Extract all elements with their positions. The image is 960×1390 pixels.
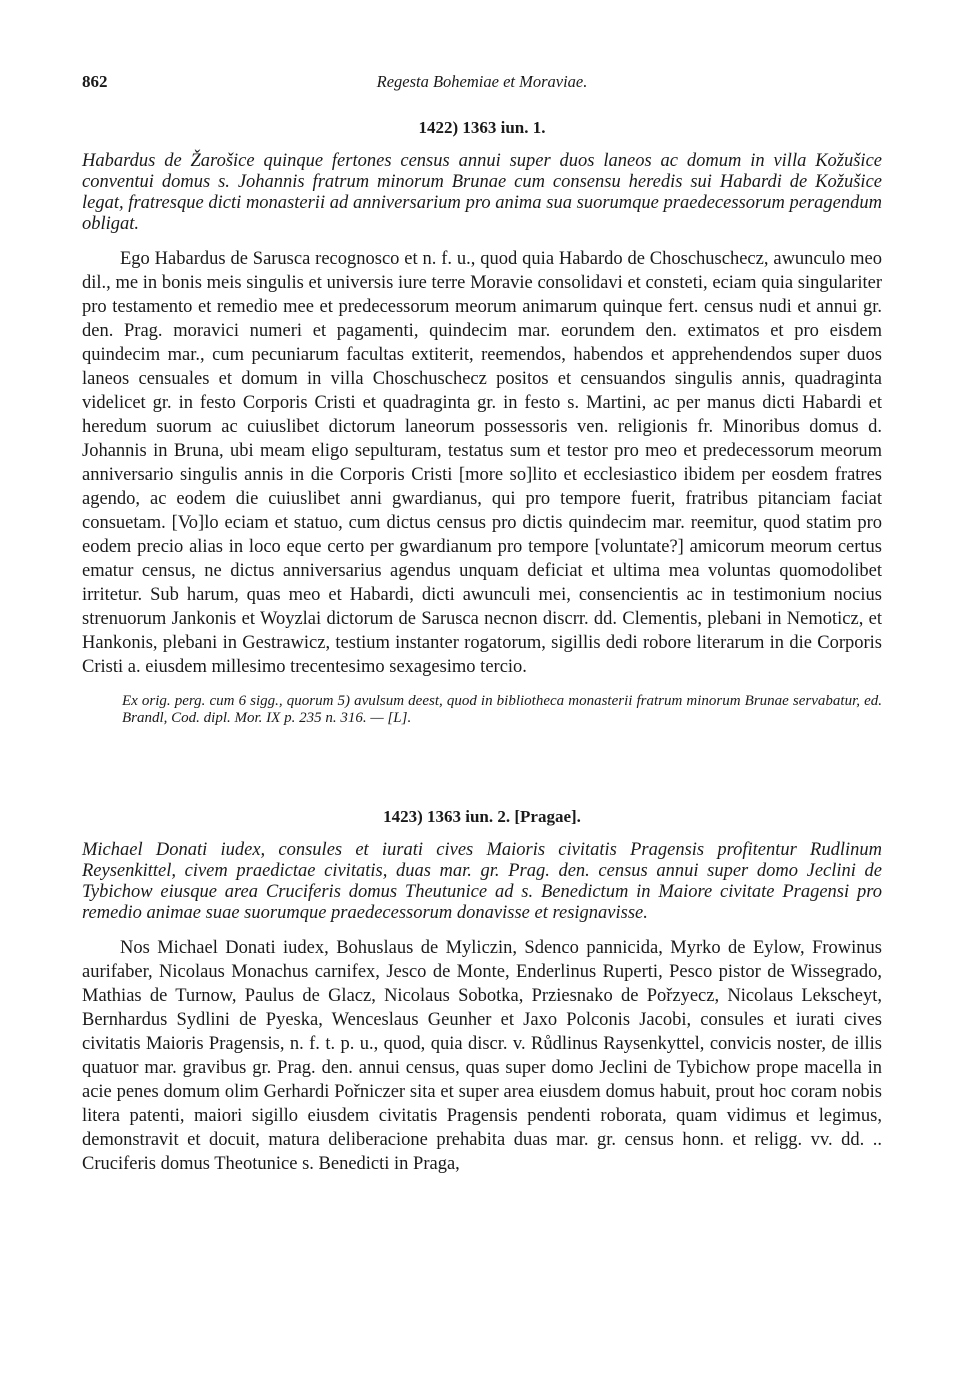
entry-regest: Michael Donati iudex, consules et iurati cives Maioris civitatis Pragensis profitentur Rudlinum Reysenkittel, civem praedictae civitatis, duas mar. gr. Prag. den. census annui super domo Jeclini de Tybichow eiusque area Cruciferis domus Theutunice ad s. Benedictum in Maiore civitate Pragensi pro remedio animae suae suorumque praedecessorum donavisse et resignavisse.	[82, 840, 882, 923]
entry-1422	[82, 118, 882, 727]
page-number: 862	[82, 72, 108, 91]
entry-text: Ego Habardus de Sarusca recognosco et n. f. u., quod quia Habardo de Choschuschecz, awunculo meo dil., me in bonis meis singulis et universis iure terre Moravie consolidavi et consteti, eciam quia singulariter pro testamento et remedio mee et predecessorum meorum animarum quinque fert. census nudi et annui gr. den. Prag. moravici numeri et pagamenti, quindecim mar. eorundem den. extimatos et pro eisdem quindecim mar., cum pecuniarum facultas extiterit, reemendos, habendos et apprehendendos super duos laneos censuales et domum in villa Choschuschecz positos et censuandos singulis annis, quadraginta videlicet gr. in festo Corporis Cristi et quadraginta gr. in festo s. Martini, ac per manus dicti Habardi et heredum suorum ac cuiuslibet dictorum laneorum possessoris ven. religionis fr. Minoribus domus d. Johannis in Bruna, ubi meam eligo sepulturam, testatus sum et testor pro meo et predecessorum meorum anniversario singulis annis in die Corporis Cristi [more so]lito et ecclesiastico ibidem per eosdem fratres agendo, ac eodem die cuiuslibet anni gwardianus, qui pro tempore fuerit, fratribus pitanciam faciat consuetam. [Vo]lo eciam et statuo, cum dictus census pro dictis quindecim mar. reemitur, quod statim pro eodem precio alias in loco eque certo per gwardianum pro tempore [voluntate?] amicorum meorum certus ematur census, ne dictus anniversarius agendus unquam deficiat et ultima mea voluntas quomodolibet irritetur. Sub harum, quas meo et Habardi, dicti awunculi mei, consencientis ac in testimonium nocius strenuorum Jankonis et Woyzlai dictorum de Sarusca necnon discrr. dd. Clementis, plebani in Nemoticz, et Hankonis, plebani in Gestrawicz, testium instanter rogatorum, sigillis dedi robore literarum in die Corporis Cristi a. eiusdem millesimo trecentesimo sexagesimo tercio.	[82, 249, 882, 677]
entry-source-note: Ex orig. perg. cum 6 sigg., quorum 5) avulsum deest, quod in bibliotheca monasterii fratrum minorum Brunae servabatur, ed. Brandl, Cod. dipl. Mor. IX p. 235 n. 316. — [L].	[122, 693, 882, 726]
document-page	[82, 72, 882, 1176]
entry-regest: Habardus de Žarošice quinque fertones census annui super duos laneos ac domum in villa Kožušice conventui domus s. Johannis fratrum minorum Brunae cum consensu heredis sui Habardi de Kožušice legat, fratresque dicti monasterii ad anniversarium pro anima sua suorumque praedecessorum peragendum obligat.	[82, 151, 882, 234]
running-title: Regesta Bohemiae et Moraviae.	[376, 72, 588, 91]
page-header	[82, 72, 882, 102]
entry-text: Nos Michael Donati iudex, Bohuslaus de Myliczin, Sdenco pannicida, Myrko de Eylow, Frowinus aurifaber, Nicolaus Monachus carnifex, Jesco de Monte, Enderlinus Ruperti, Pesco pistor de Wissegrado, Mathias de Turnow, Paulus de Glacz, Nicolaus Sobotka, Prziesnako de Pořzyecz, Nicolaus Lekscheyt, Bernhardus Sydlini de Pyeska, Wenceslaus Geunher et Jaxo Polconis Jacobi, consules et iurati cives civitatis Maioris Pragensis, n. f. t. p. u., quod, quia discr. v. Růdlinus Raysenkyttel, convicis noster, de illis quatuor mar. gravibus gr. Prag. den. annui census, quas super domo Jeclini de Tybichow prope macella in acie penes domum olim Gerhardi Pořniczer sita et super area eiusdem domus habuit, prout hoc coram nobis litera patenti, maiori sigillo eiusdem civitatis Pragensis pendenti roborata, quam vidimus et legimus, demonstravit et docuit, matura deliberacione prehabita duas mar. gr. census honn. et religg. vv. dd. .. Cruciferis domus Theotunice s. Benedicti in Praga,	[82, 938, 882, 1174]
entry-heading: 1422) 1363 iun. 1.	[418, 118, 546, 137]
entry-1423	[82, 807, 882, 1176]
entry-heading: 1423) 1363 iun. 2. [Pragae].	[383, 807, 581, 826]
